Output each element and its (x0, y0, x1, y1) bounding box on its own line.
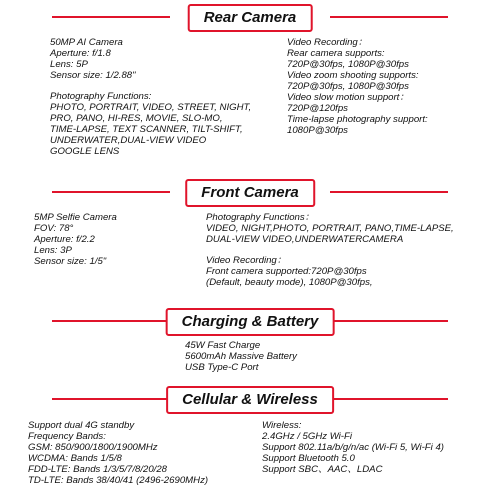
rear-video-line: 1080P@30fps (287, 125, 348, 136)
charging-line: 45W Fast Charge (185, 340, 261, 351)
cellular-line: TD-LTE: Bands 38/40/41 (2496-2690MHz) (28, 475, 209, 486)
rear-video-line: 720P@30fps, 1080P@30fps (287, 59, 409, 70)
wireless-line: Wireless: (262, 420, 302, 431)
charging-header (0, 306, 500, 336)
charging-specs (185, 340, 297, 373)
front-function-line: DUAL-VIEW VIDEO,UNDERWATERCAMERA (206, 234, 404, 245)
front-video-title: Video Recording： (206, 255, 287, 266)
front-video-line: (Default, beauty mode), 1080P@30fps, (206, 277, 373, 288)
front-specs (34, 212, 117, 267)
front-video-line: Front camera supported:720P@30fps (206, 266, 367, 277)
front-spec-line: Aperture: f/2.2 (34, 234, 95, 245)
rear-spec-line: 50MP AI Camera (50, 37, 123, 48)
wireless-line: Support 802.11a/b/g/n/ac (Wi-Fi 5, Wi-Fi 4) (262, 442, 444, 453)
front-functions (206, 212, 454, 288)
rear-function-line: GOOGLE LENS (50, 146, 120, 157)
cellular-line: Support dual 4G standby (28, 420, 135, 431)
header-rule-left (52, 398, 170, 400)
header-rule-left (52, 16, 170, 18)
front-spec-line: FOV: 78° (34, 223, 74, 234)
charging-line: 5600mAh Massive Battery (185, 351, 297, 362)
cellular-line: WCDMA: Bands 1/5/8 (28, 453, 122, 464)
cellular-line: GSM: 850/900/1800/1900MHz (28, 442, 158, 453)
header-rule-right (330, 16, 448, 18)
header-rule-right (330, 398, 448, 400)
front-camera-header (0, 177, 500, 207)
rear-video-line: 720P@120fps (287, 103, 348, 114)
front-spec-line: 5MP Selfie Camera (34, 212, 117, 223)
wireless-specs (262, 420, 444, 475)
rear-video (287, 37, 428, 136)
header-rule-left (52, 191, 170, 193)
cellular-header (0, 384, 500, 414)
header-rule-right (330, 320, 448, 322)
wireless-line: Support Bluetooth 5.0 (262, 453, 355, 464)
front-spec-line: Sensor size: 1/5" (34, 256, 107, 267)
rear-spec-line: Lens: 5P (50, 59, 88, 70)
rear-function-line: PHOTO, PORTRAIT, VIDEO, STREET, NIGHT, (50, 102, 252, 113)
cellular-line: FDD-LTE: Bands 1/3/5/7/8/20/28 (28, 464, 168, 475)
rear-function-line: TIME-LAPSE, TEXT SCANNER, TILT-SHIFT, (50, 124, 243, 135)
rear-video-line: Time-lapse photography support: (287, 114, 428, 125)
rear-video-line: Video Recording： (287, 37, 368, 48)
front-camera-title: Front Camera (185, 179, 315, 207)
rear-functions-title: Photography Functions: (50, 91, 152, 102)
charging-title: Charging & Battery (166, 308, 335, 336)
wireless-line: 2.4GHz / 5GHz Wi-Fi (262, 431, 352, 442)
front-functions-title: Photography Functions： (206, 212, 315, 223)
charging-line: USB Type-C Port (185, 362, 259, 373)
rear-video-line: Video slow motion support： (287, 92, 409, 103)
rear-video-line: Rear camera supports: (287, 48, 385, 59)
rear-function-line: PRO, PANO, HI-RES, MOVIE, SLO-MO, (50, 113, 223, 124)
header-rule-right (330, 191, 448, 193)
rear-video-line: 720P@30fps, 1080P@30fps (287, 81, 409, 92)
header-rule-left (52, 320, 170, 322)
wireless-line: Support SBC、AAC、LDAC (262, 464, 383, 475)
rear-specs (50, 37, 251, 157)
cellular-line: Frequency Bands: (28, 431, 106, 442)
front-function-line: VIDEO, NIGHT,PHOTO, PORTRAIT, PANO,TIME-LAPSE, (206, 223, 454, 234)
rear-camera-header (0, 2, 500, 32)
rear-video-line: Video zoom shooting supports: (287, 70, 419, 81)
rear-camera-title: Rear Camera (188, 4, 313, 32)
rear-spec-line: Sensor size: 1/2.88" (50, 70, 136, 81)
cellular-specs (28, 420, 208, 486)
rear-spec-line: Aperture: f/1.8 (50, 48, 111, 59)
rear-function-line: UNDERWATER,DUAL-VIEW VIDEO (50, 135, 207, 146)
cellular-title: Cellular & Wireless (166, 386, 334, 414)
front-spec-line: Lens: 3P (34, 245, 72, 256)
